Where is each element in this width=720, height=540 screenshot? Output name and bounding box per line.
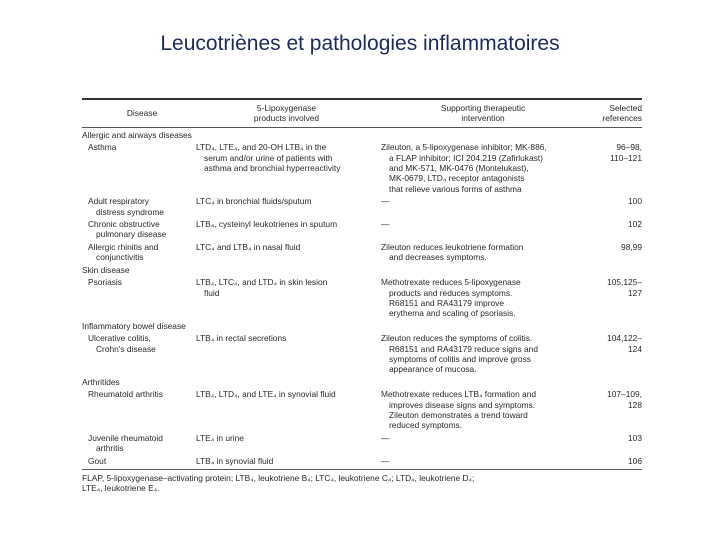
refs-cell <box>589 389 642 431</box>
refs-cell <box>589 456 642 466</box>
therapy-line: R68151 and RA43179 reduce signs and <box>389 343 538 354</box>
table-row <box>82 196 642 217</box>
refs-cell <box>589 219 642 240</box>
table-header <box>82 100 642 127</box>
leukotriene-table <box>82 98 642 494</box>
disease-cell <box>82 333 196 375</box>
products-line: serum and/or urine of patients with <box>204 152 333 163</box>
disease-cell <box>82 219 196 240</box>
therapy-line: Zileuton reduces the symptoms of colitis. <box>381 333 533 344</box>
header-refs-line: Selected <box>609 103 642 113</box>
refs-line: 106 <box>628 455 642 466</box>
refs-line: 96–98, <box>616 142 642 153</box>
header-disease: Disease <box>126 108 158 118</box>
products-line: LTC₄ and LTB₄ in nasal fluid <box>196 241 301 252</box>
refs-cell <box>589 242 642 263</box>
therapy-line: and MK-571, MK-0476 (Montelukast), <box>389 163 529 174</box>
products-line: fluid <box>204 287 220 298</box>
products-line: LTB₄, LTD₄, and LTE₄ in synovial fluid <box>196 389 336 400</box>
therapy-line: reduced symptoms. <box>389 420 463 431</box>
refs-line: 127 <box>628 287 642 298</box>
disease-cell <box>82 277 196 319</box>
therapy-line: symptoms of colitis and improve gross <box>389 353 531 364</box>
table-header-rule <box>82 127 642 128</box>
disease-cell <box>82 142 196 194</box>
table-row <box>82 142 642 194</box>
products-line: LTB₄, cysteinyl leukotrienes in sputum <box>196 219 338 230</box>
refs-cell <box>589 433 642 454</box>
disease-line: Allergic rhinitis and <box>88 241 159 252</box>
header-therapy-line: intervention <box>461 113 505 124</box>
refs-line: 102 <box>628 219 642 230</box>
table-footnote <box>82 473 642 494</box>
products-cell <box>196 196 381 217</box>
header-therapy <box>381 103 589 124</box>
table-body <box>82 130 642 466</box>
therapy-line: Methotrexate reduces 5-lipoxygenase <box>381 277 521 288</box>
category-label: Skin disease <box>82 264 130 275</box>
category-label: Allergic and airways diseases <box>82 129 192 140</box>
products-cell <box>196 433 381 454</box>
refs-line: 103 <box>628 432 642 443</box>
table-row <box>82 242 642 263</box>
therapy-cell <box>381 277 589 319</box>
therapy-cell <box>381 142 589 194</box>
therapy-line: and decreases symptoms. <box>389 252 487 263</box>
products-line: LTE₄ in urine <box>196 432 244 443</box>
therapy-line: improves disease signs and symptoms. <box>389 399 536 410</box>
products-line: asthma and bronchial hyperreactivity <box>204 163 341 174</box>
header-products <box>196 103 381 124</box>
header-refs <box>589 103 642 124</box>
products-cell <box>196 456 381 466</box>
disease-cell <box>82 456 196 466</box>
disease-line: Adult respiratory <box>88 196 149 207</box>
disease-cell <box>82 242 196 263</box>
refs-line: 100 <box>628 196 642 207</box>
refs-line: 104,122– <box>607 333 642 344</box>
table-row <box>82 219 642 240</box>
therapy-line: — <box>381 219 390 230</box>
disease-line: Psoriasis <box>88 277 122 288</box>
therapy-cell <box>381 333 589 375</box>
slide-title: Leucotriènes et pathologies inflammatoires <box>160 32 560 55</box>
products-cell <box>196 219 381 240</box>
footnote-line: LTE₄, leukotriene E₄. <box>82 483 160 494</box>
refs-line: 128 <box>628 399 642 410</box>
refs-line: 107–109, <box>607 389 642 400</box>
disease-line: Ulcerative colitis, <box>88 333 151 344</box>
refs-line: 98,99 <box>621 241 642 252</box>
disease-line: Gout <box>88 455 107 466</box>
therapy-line: a FLAP inhibitor; ICI 204.219 (Zafirlukast) <box>389 152 543 163</box>
disease-line: Juvenile rheumatoid <box>88 432 163 443</box>
disease-line: Rheumatoid arthritis <box>88 389 163 400</box>
therapy-cell <box>381 433 589 454</box>
refs-cell <box>589 277 642 319</box>
therapy-line: Zileuton reduces leukotriene formation <box>381 241 524 252</box>
products-cell <box>196 277 381 319</box>
disease-line: Asthma <box>88 142 117 153</box>
therapy-line: Zileuton, a 5-lipoxygenase inhibitor; MK-886, <box>381 142 547 153</box>
therapy-cell <box>381 242 589 263</box>
category-label: Inflammatory bowel disease <box>82 320 186 331</box>
therapy-line: products and reduces symptoms. <box>389 287 513 298</box>
disease-line: pulmonary disease <box>96 229 167 240</box>
products-line: LTB₄ in synovial fluid <box>196 455 274 466</box>
therapy-line: Methotrexate reduces LTB₄ formation and <box>381 389 537 400</box>
disease-line: Chronic obstructive <box>88 219 160 230</box>
disease-line: arthritis <box>96 443 124 454</box>
therapy-cell <box>381 389 589 431</box>
table-row <box>82 277 642 319</box>
products-line: LTB₄ in rectal secretions <box>196 333 287 344</box>
products-line: LTD₄, LTE₄, and 20-OH LTB₄ in the <box>196 142 327 153</box>
disease-line: distress syndrome <box>96 206 164 217</box>
table-row <box>82 389 642 431</box>
refs-cell <box>589 333 642 375</box>
therapy-line: — <box>381 432 390 443</box>
therapy-line: MK-0679, LTD₄ receptor antagonists <box>389 173 525 184</box>
header-refs-line: references <box>602 113 642 124</box>
products-line: LTB₄, LTC₄, and LTD₄ in skin lesion <box>196 277 328 288</box>
therapy-line: R68151 and RA43179 improve <box>389 297 505 308</box>
products-line: LTC₄ in bronchial fluids/sputum <box>196 196 312 207</box>
table-row <box>82 333 642 375</box>
therapy-line: appearance of mucosa. <box>389 364 477 375</box>
therapy-line: Zileuton demonstrates a trend toward <box>389 409 528 420</box>
therapy-cell <box>381 196 589 217</box>
refs-cell <box>589 196 642 217</box>
therapy-line: that relieve various forms of asthma <box>389 183 522 194</box>
header-products-line: products involved <box>253 113 320 124</box>
products-cell <box>196 142 381 194</box>
therapy-line: — <box>381 455 390 466</box>
footnote-line: FLAP, 5-lipoxygenase–activating protein; LTB₄, leukotriene B₄; LTC₄, leukotriene C₄; LTD₄, leukotriene D₄; <box>82 473 475 483</box>
therapy-line: erythema and scaling of psoriasis. <box>389 308 516 319</box>
table-row <box>82 456 642 466</box>
disease-cell <box>82 196 196 217</box>
products-cell <box>196 333 381 375</box>
table-row <box>82 433 642 454</box>
products-cell <box>196 242 381 263</box>
table-bottom-rule <box>82 469 642 470</box>
refs-cell <box>589 142 642 194</box>
disease-cell <box>82 433 196 454</box>
therapy-cell <box>381 456 589 466</box>
therapy-cell <box>381 219 589 240</box>
header-products-line: 5-Lipoxygenase <box>256 103 317 113</box>
disease-cell <box>82 389 196 431</box>
refs-line: 110–121 <box>610 152 642 163</box>
products-cell <box>196 389 381 431</box>
disease-line: Crohn's disease <box>96 343 156 354</box>
refs-line: 105,125– <box>607 277 642 288</box>
refs-line: 124 <box>628 343 642 354</box>
therapy-line: — <box>381 196 390 207</box>
header-therapy-line: Supporting therapeutic <box>440 103 526 113</box>
category-label: Arthritides <box>82 376 120 387</box>
disease-line: conjunctivitis <box>96 252 144 263</box>
